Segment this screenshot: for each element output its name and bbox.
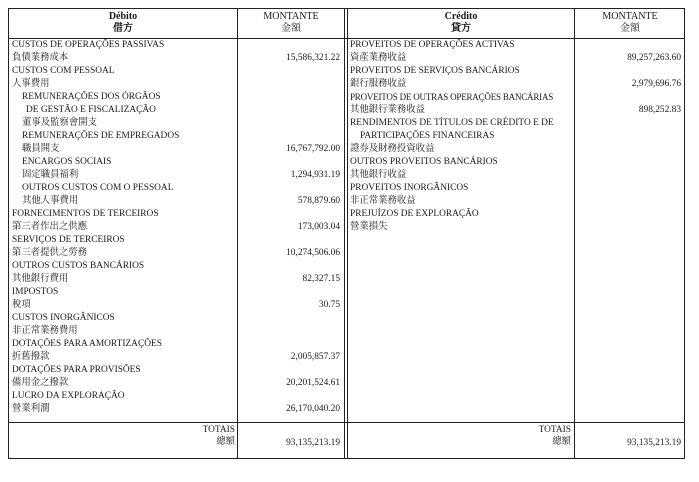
- debit-header: [9, 9, 237, 38]
- profit-and-loss-table: [8, 8, 685, 459]
- debit-amount-header: [238, 9, 344, 38]
- debit-row-amount: 1,294,931.19: [290, 170, 340, 180]
- credit-row-label: 非正常業務收益: [350, 196, 416, 206]
- debit-row-label: 營業利潤: [12, 404, 50, 414]
- credit-amount-header-zh: 金額: [620, 23, 640, 34]
- credit-row-label: 銀行服務收益: [350, 79, 407, 89]
- debit-row-label: 其他銀行費用: [12, 274, 69, 284]
- debit-row-label: 第三者作出之供應: [12, 222, 88, 232]
- credit-row-label: PROVEITOS DE OUTRAS OPERAÇÕES BANCÁRIAS: [350, 92, 554, 102]
- debit-row-label: LUCRO DA EXPLORAÇÃO: [12, 391, 125, 401]
- credit-row-label: PROVEITOS DE SERVIÇOS BANCÁRIOS: [350, 66, 520, 76]
- credit-row-label: PREJUÍZOS DE EXPLORAÇÃO: [350, 209, 479, 219]
- debit-row-amount: 15,586,321.22: [286, 53, 340, 63]
- column-divider: [344, 9, 345, 458]
- debit-row-label: IMPOSTOS: [12, 287, 59, 297]
- debit-row-label: FORNECIMENTOS DE TERCEIROS: [12, 209, 159, 219]
- debit-header-pt: Débito: [108, 11, 138, 22]
- debit-row-label: 備用金之撥款: [12, 378, 69, 388]
- column-divider: [237, 9, 238, 458]
- column-divider: [574, 9, 575, 458]
- credit-row-label: PARTICIPAÇÕES FINANCEIRAS: [360, 131, 495, 141]
- credit-row-label: PROVEITOS DE OPERAÇÕES ACTIVAS: [350, 40, 515, 50]
- debit-row-label: DOTAÇÕES PARA AMORTIZAÇÕES: [12, 339, 162, 349]
- debit-row-label: 其他人事費用: [22, 196, 79, 206]
- credit-row-label: OUTROS PROVEITOS BANCÁRIOS: [350, 157, 498, 167]
- debit-row-amount: 16,767,792.00: [286, 144, 340, 154]
- credit-row-amount: 2,979,696.76: [631, 79, 681, 89]
- credit-row-amount: 898,252.83: [638, 105, 681, 115]
- debit-total-amount: 93,135,213.19: [286, 438, 340, 448]
- debit-row-label: 非正常業務費用: [12, 326, 78, 336]
- debit-row-label: 負債業務成本: [12, 53, 69, 63]
- debit-row-label: DOTAÇÕES PARA PROVISÕES: [12, 365, 141, 375]
- debit-amount-header-zh: 金額: [281, 23, 301, 34]
- debit-row-label: 固定職員福利: [22, 170, 79, 180]
- debit-row-label: ENCARGOS SOCIAIS: [22, 157, 112, 167]
- debit-row-label: REMUNERAÇÕES DOS ÓRGÃOS: [22, 92, 161, 102]
- debit-row-label: 董事及監察會開支: [22, 118, 98, 128]
- credit-row-label: 資產業務收益: [350, 53, 407, 63]
- credit-header: [348, 9, 574, 38]
- debit-row-amount: 173,003.04: [297, 222, 340, 232]
- credit-header-zh: 貸方: [451, 23, 471, 34]
- credit-totals-label-pt: TOTAIS: [538, 425, 571, 435]
- debit-row-amount: 2,005,857.37: [290, 352, 340, 362]
- credit-totals-label-zh: 總額: [552, 437, 571, 447]
- debit-totals-label-pt: TOTAIS: [202, 425, 235, 435]
- credit-row-label: RENDIMENTOS DE TÍTULOS DE CRÉDITO E DE: [350, 118, 554, 128]
- debit-row-label: 職員開支: [22, 144, 60, 154]
- debit-row-amount: 20,201,524.61: [286, 378, 340, 388]
- debit-totals-label-zh: 總額: [216, 437, 235, 447]
- debit-row-label: 稅項: [12, 300, 31, 310]
- credit-row-label: 營業損失: [350, 222, 388, 232]
- credit-amount-header: [575, 9, 685, 38]
- debit-row-label: SERVIÇOS DE TERCEIROS: [12, 235, 125, 245]
- debit-amount-header-pt: MONTANTE: [263, 11, 319, 22]
- credit-amount-header-pt: MONTANTE: [602, 11, 658, 22]
- debit-row-label: OUTROS CUSTOS BANCÁRIOS: [12, 261, 145, 271]
- debit-row-amount: 30.75: [318, 300, 340, 310]
- credit-row-label: PROVEITOS INORGÂNICOS: [350, 183, 469, 193]
- column-divider: [347, 9, 348, 458]
- credit-row-label: 證券及財務投資收益: [350, 144, 435, 154]
- debit-row-label: 折舊撥款: [12, 352, 50, 362]
- debit-row-label: CUSTOS INORGÂNICOS: [12, 313, 115, 323]
- credit-row-label: 其他銀行收益: [350, 170, 407, 180]
- debit-row-label: CUSTOS COM PESSOAL: [12, 66, 115, 76]
- credit-row-label: 其他銀行業務收益: [350, 105, 426, 115]
- debit-header-zh: 借方: [113, 23, 133, 34]
- credit-total-amount: 93,135,213.19: [627, 438, 681, 448]
- totals-divider: [9, 422, 684, 423]
- debit-row-label: 人事費用: [12, 79, 50, 89]
- debit-row-label: OUTROS CUSTOS COM O PESSOAL: [22, 183, 174, 193]
- debit-row-label: REMUNERAÇÕES DE EMPREGADOS: [22, 131, 180, 141]
- debit-row-amount: 26,170,040.20: [286, 404, 340, 414]
- credit-row-amount: 89,257,263.60: [627, 53, 681, 63]
- debit-row-label: DE GESTÃO E FISCALIZAÇÃO: [26, 105, 156, 115]
- debit-row-amount: 10,274,506.06: [286, 248, 340, 258]
- debit-row-label: 第三者提供之勞務: [12, 248, 88, 258]
- debit-row-amount: 578,879.60: [297, 196, 340, 206]
- credit-header-pt: Crédito: [444, 11, 478, 22]
- debit-row-amount: 82,327.15: [302, 274, 340, 284]
- debit-row-label: CUSTOS DE OPERAÇÕES PASSIVAS: [12, 40, 165, 50]
